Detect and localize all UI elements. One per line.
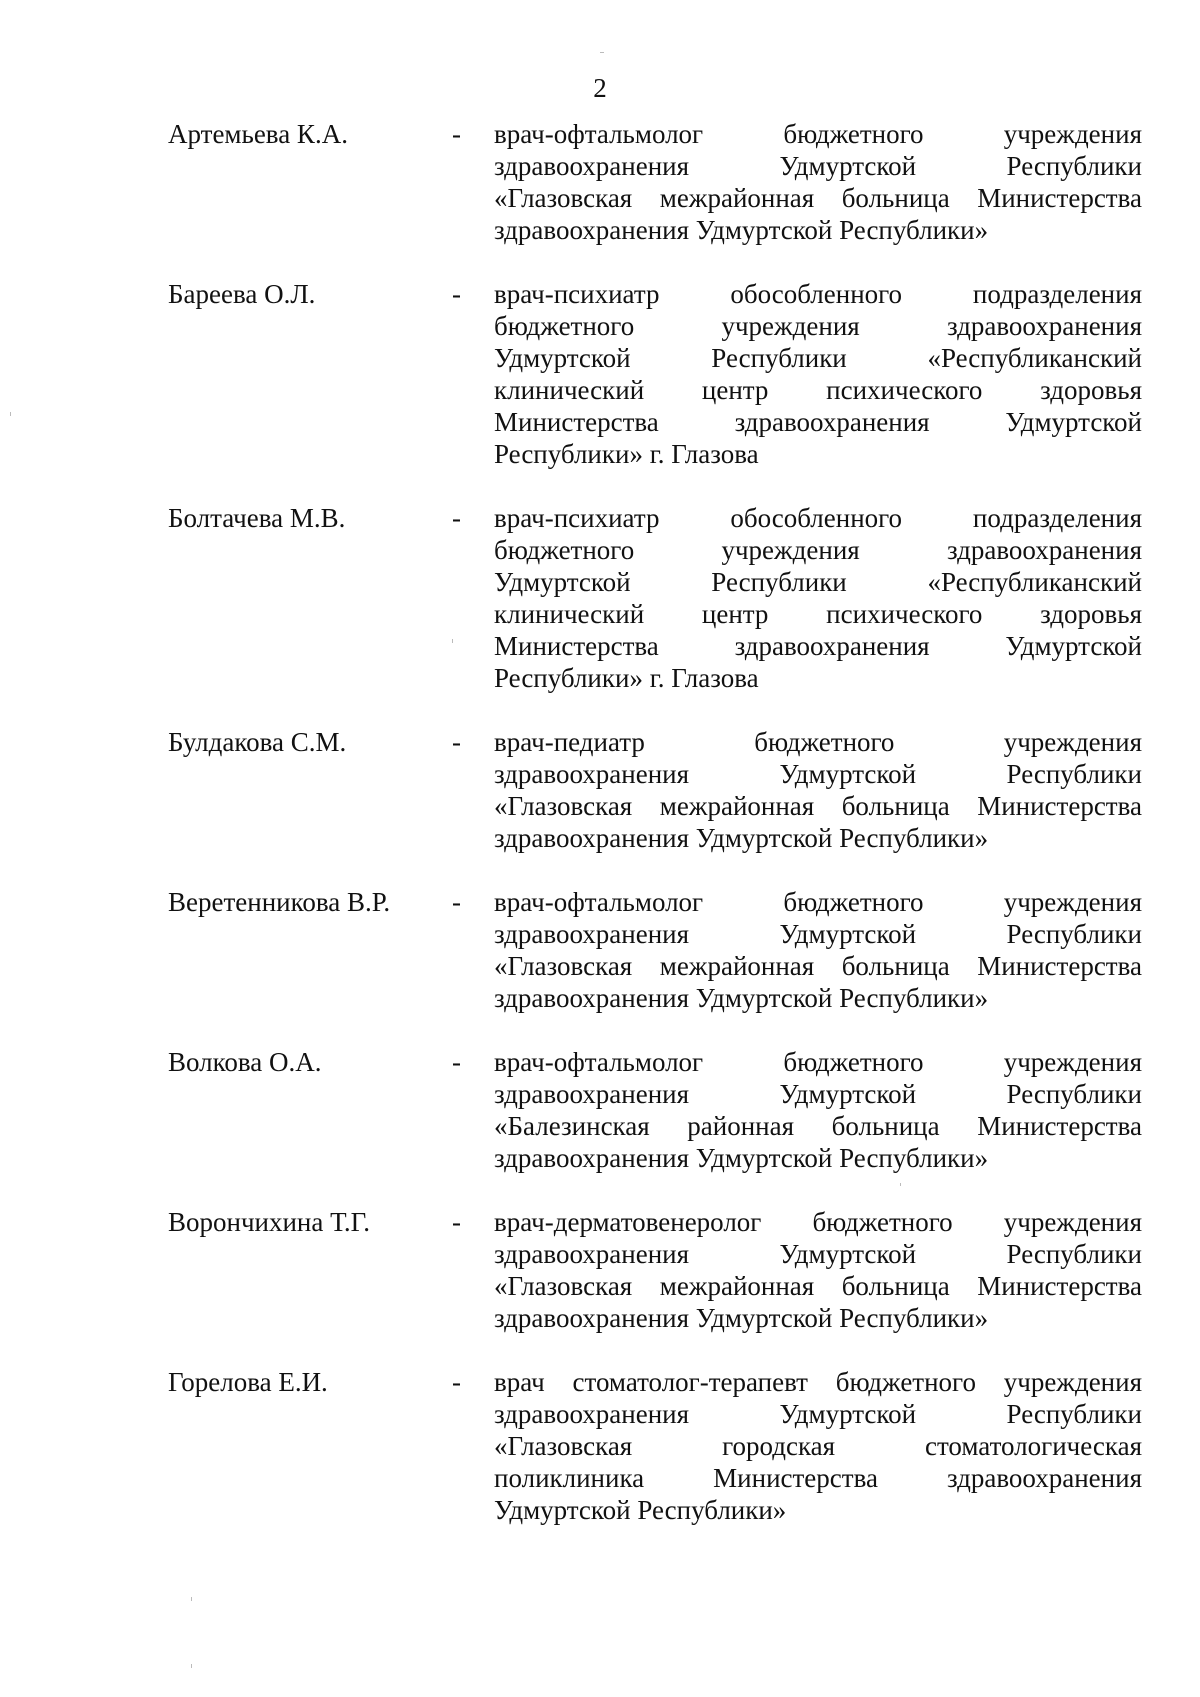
person-name: Горелова Е.И.: [168, 1367, 328, 1397]
scan-speck: [452, 639, 453, 643]
dash-separator: -: [452, 1207, 461, 1237]
description-line: врач-педиатр бюджетного учреждения: [494, 727, 1142, 757]
position-description: [494, 1366, 1142, 1526]
description-line: врач стоматолог-терапевт бюджетного учреждения: [494, 1367, 1142, 1397]
description-line: поликлиника Министерства здравоохранения: [494, 1463, 1142, 1493]
dash-separator: -: [452, 279, 461, 309]
description-line: «Балезинская районная больница Министерства: [494, 1111, 1142, 1141]
description-line: здравоохранения Удмуртской Республики: [494, 1239, 1142, 1269]
description-line: «Глазовская межрайонная больница Министерства: [494, 791, 1142, 821]
scan-speck: [191, 1597, 192, 1601]
scan-speck: [600, 52, 604, 53]
description-line: «Глазовская межрайонная больница Министерства: [494, 183, 1142, 213]
position-description: [494, 1046, 1142, 1174]
position-description: [494, 726, 1142, 854]
description-line: здравоохранения Удмуртской Республики»: [494, 215, 989, 245]
description-line: «Глазовская межрайонная больница Министерства: [494, 1271, 1142, 1301]
description-line: врач-дерматовенеролог бюджетного учреждения: [494, 1207, 1142, 1237]
dash-separator: -: [452, 503, 461, 533]
description-line: Удмуртской Республики «Республиканский: [494, 343, 1142, 373]
person-name: Ворончихина Т.Г.: [168, 1207, 370, 1237]
description-line: Республики» г. Глазова: [494, 663, 759, 693]
description-line: «Глазовская городская стоматологическая: [494, 1431, 1142, 1461]
description-line: здравоохранения Удмуртской Республики»: [494, 1143, 989, 1173]
dash-separator: -: [452, 1047, 461, 1077]
dash-separator: -: [452, 727, 461, 757]
position-description: [494, 1206, 1142, 1334]
description-line: Министерства здравоохранения Удмуртской: [494, 407, 1142, 437]
description-line: здравоохранения Удмуртской Республики: [494, 759, 1142, 789]
position-description: [494, 118, 1142, 246]
position-description: [494, 278, 1142, 470]
description-line: Министерства здравоохранения Удмуртской: [494, 631, 1142, 661]
position-description: [494, 886, 1142, 1014]
description-line: здравоохранения Удмуртской Республики»: [494, 983, 989, 1013]
scan-speck: [900, 1183, 901, 1186]
description-line: здравоохранения Удмуртской Республики: [494, 151, 1142, 181]
person-name: Артемьева К.А.: [168, 119, 348, 149]
person-name: Булдакова С.М.: [168, 727, 347, 757]
person-name: Волкова О.А.: [168, 1047, 322, 1077]
dash-separator: -: [452, 119, 461, 149]
position-description: [494, 502, 1142, 694]
description-line: врач-офтальмолог бюджетного учреждения: [494, 887, 1142, 917]
description-line: клинический центр психического здоровья: [494, 599, 1142, 629]
person-name: Болтачева М.В.: [168, 503, 346, 533]
dash-separator: -: [452, 887, 461, 917]
description-line: врач-психиатр обособленного подразделения: [494, 503, 1142, 533]
description-line: здравоохранения Удмуртской Республики: [494, 1399, 1142, 1429]
description-line: Удмуртской Республики «Республиканский: [494, 567, 1142, 597]
description-line: врач-психиатр обособленного подразделения: [494, 279, 1142, 309]
description-line: бюджетного учреждения здравоохранения: [494, 535, 1142, 565]
person-name: Бареева О.Л.: [168, 279, 316, 309]
scan-speck: [10, 412, 11, 416]
dash-separator: -: [452, 1367, 461, 1397]
description-line: здравоохранения Удмуртской Республики»: [494, 1303, 989, 1333]
description-line: врач-офтальмолог бюджетного учреждения: [494, 1047, 1142, 1077]
description-line: врач-офтальмолог бюджетного учреждения: [494, 119, 1142, 149]
description-line: здравоохранения Удмуртской Республики»: [494, 823, 989, 853]
description-line: Республики» г. Глазова: [494, 439, 759, 469]
description-line: бюджетного учреждения здравоохранения: [494, 311, 1142, 341]
description-line: «Глазовская межрайонная больница Министерства: [494, 951, 1142, 981]
scan-speck: [191, 1664, 192, 1668]
description-line: здравоохранения Удмуртской Республики: [494, 1079, 1142, 1109]
description-line: здравоохранения Удмуртской Республики: [494, 919, 1142, 949]
description-line: клинический центр психического здоровья: [494, 375, 1142, 405]
page-number: 2: [593, 73, 607, 103]
description-line: Удмуртской Республики»: [494, 1495, 787, 1525]
person-name: Веретенникова В.Р.: [168, 887, 391, 917]
